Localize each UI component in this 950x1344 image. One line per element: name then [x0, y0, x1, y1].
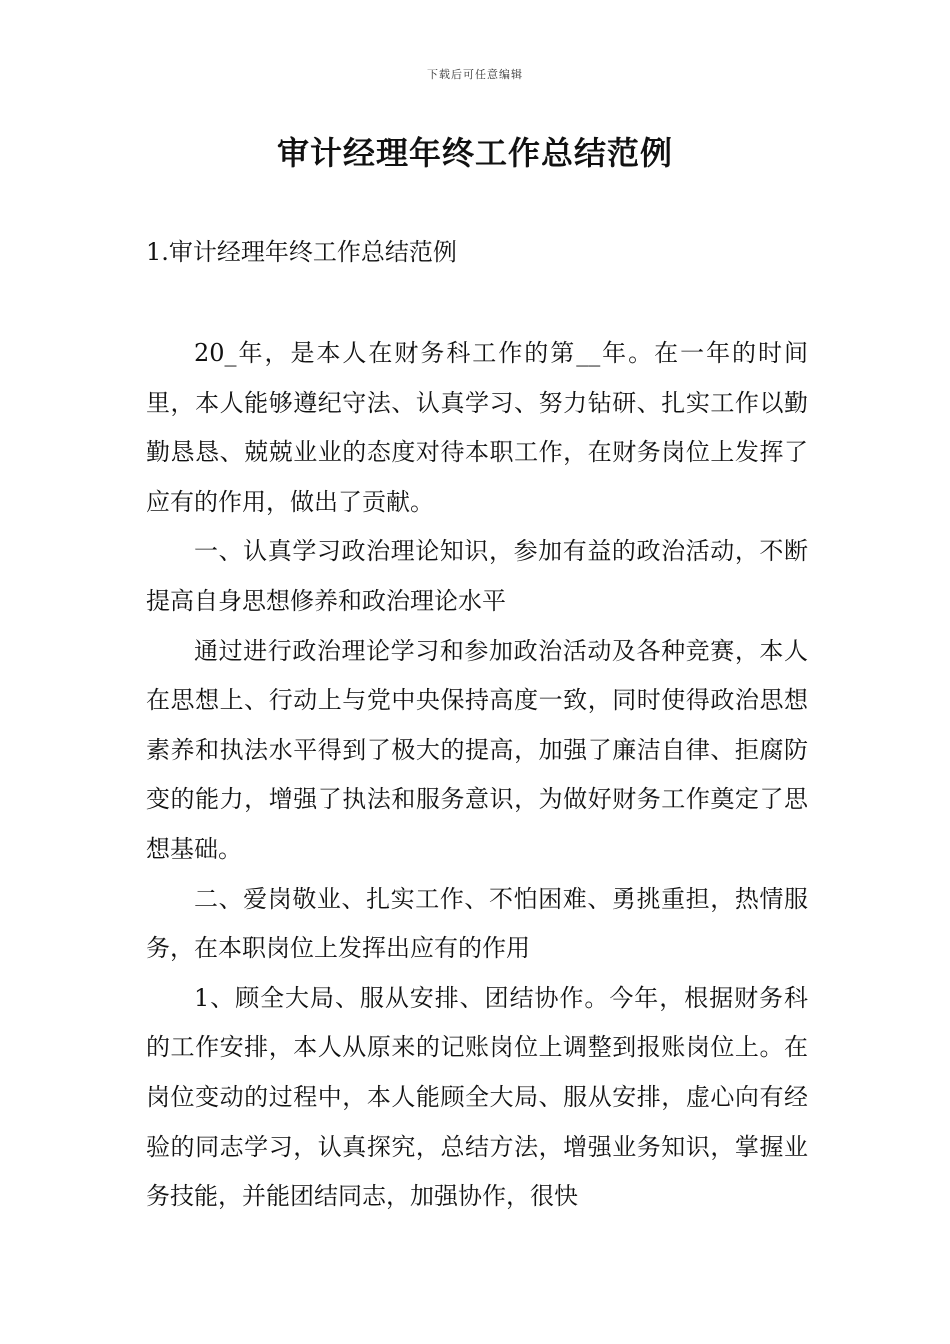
header-note: 下载后可任意编辑: [427, 68, 523, 81]
paragraph-heading-two: 二、爱岗敬业、扎实工作、不怕困难、勇挑重担，热情服务，在本职岗位上发挥出应有的作用: [146, 884, 808, 963]
document-body: [146, 329, 808, 1222]
paragraph-intro: 20_年，是本人在财务科工作的第__年。在一年的时间里，本人能够遵纪守法、认真学习、努力钻研、扎实工作以勤勤恳恳、兢兢业业的态度对待本职工作，在财务岗位上发挥了应有的作用，做出了贡献。: [146, 339, 808, 516]
document-title: 审计经理年终工作总结范例: [276, 134, 673, 172]
section-heading: 1.审计经理年终工作总结范例: [146, 238, 457, 266]
paragraph-heading-one: 一、认真学习政治理论知识，参加有益的政治活动，不断提高自身思想修养和政治理论水平: [146, 537, 808, 615]
paragraph-item-one: 1、顾全大局、服从安排、团结协作。今年，根据财务科的工作安排，本人从原来的记账岗位上调整到报账岗位上。在岗位变动的过程中，本人能顾全大局、服从安排，虚心向有经验的同志学习，认真探究，总结方法，增强业务知识，掌握业务技能，并能团结同志，加强协作，很快: [146, 983, 808, 1211]
paragraph-political-study: 通过进行政治理论学习和参加政治活动及各种竞赛，本人在思想上、行动上与党中央保持高度一致，同时使得政治思想素养和执法水平得到了极大的提高，加强了廉洁自律、拒腐防变的能力，增强了执法和服务意识，为做好财务工作奠定了思想基础。: [146, 636, 808, 863]
